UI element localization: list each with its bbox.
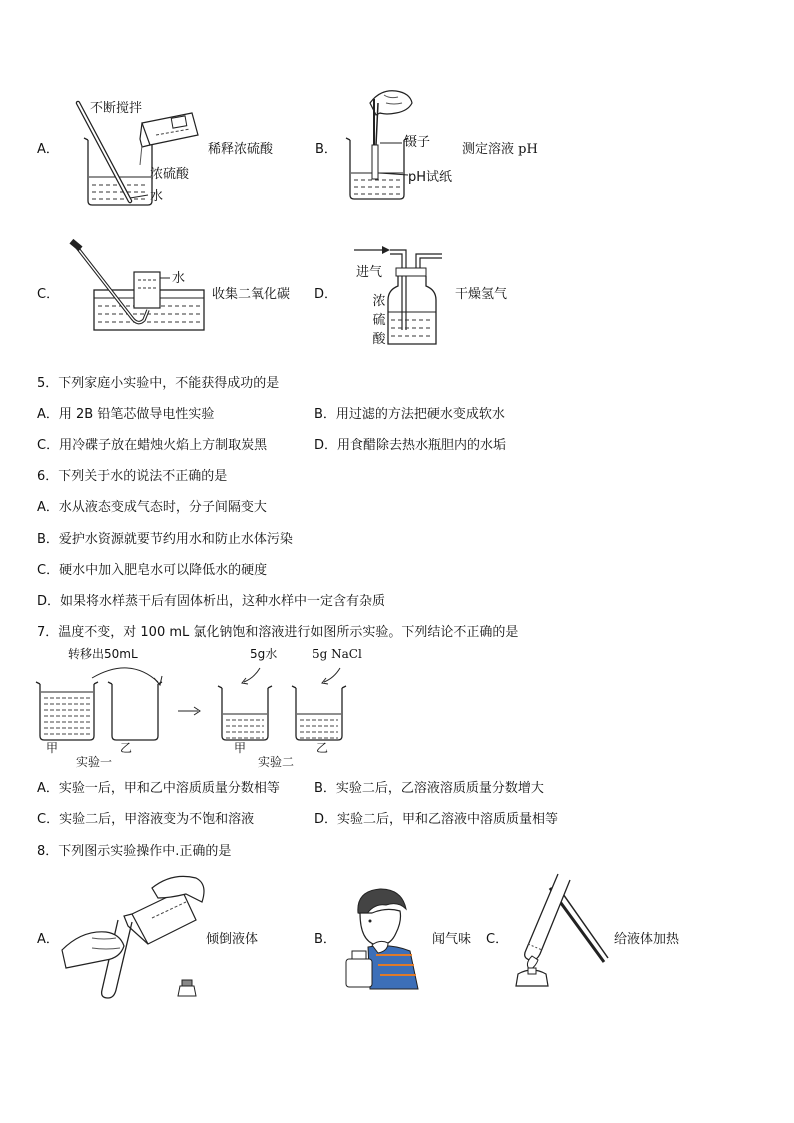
q8-option-a-letter: A． xyxy=(37,932,59,947)
option-c: C．硬水中加入肥皂水可以降低水的硬度 xyxy=(37,563,268,578)
ph-test-figure xyxy=(340,85,453,205)
pouring-liquid-figure xyxy=(62,868,212,1003)
q8-option-b-letter: B． xyxy=(314,932,336,947)
question-stem: 5．下列家庭小实验中，不能获得成功的是 xyxy=(37,376,280,391)
option-letter: C． xyxy=(37,287,60,302)
q8-option-a-caption: 倾倒液体 xyxy=(206,932,259,947)
label-add-water: 5g水 xyxy=(250,647,278,661)
option-letter: D． xyxy=(314,287,338,302)
question-stem: 8．下列图示实验操作中.正确的是 xyxy=(37,844,232,859)
option-letter: B． xyxy=(315,142,337,157)
label-acid: 浓硫酸 xyxy=(150,167,190,182)
label-ph-paper: pH试纸 xyxy=(408,170,453,185)
caption: 测定溶液 pH xyxy=(462,142,538,157)
label-water: 水 xyxy=(150,189,164,204)
label-add-nacl: 5g NaCl xyxy=(312,647,362,661)
gas-collection-figure xyxy=(70,240,210,335)
option-d: D．实验二后，甲和乙溶液中溶质质量相等 xyxy=(314,812,559,827)
label-acid-char-1: 浓 xyxy=(372,294,386,309)
label-water: 水 xyxy=(172,271,186,286)
heating-liquid-figure xyxy=(510,870,610,990)
question-stem: 7．温度不变，对 100 mL 氯化钠饱和溶液进行如图所示实验。下列结论不正确的是 xyxy=(37,625,519,640)
q8-option-b-caption: 闻气味 xyxy=(432,932,472,947)
q8-option-c-caption: 给液体加热 xyxy=(614,932,680,947)
option-letter: A． xyxy=(37,142,59,157)
caption: 稀释浓硫酸 xyxy=(208,142,274,157)
question-stem: 6．下列关于水的说法不正确的是 xyxy=(37,469,228,484)
q8-option-c-letter: C． xyxy=(486,932,509,947)
option-d: D．用食醋除去热水瓶胆内的水垢 xyxy=(314,438,507,453)
smelling-gas-figure xyxy=(340,885,430,990)
option-b: B．用过滤的方法把硬水变成软水 xyxy=(314,407,505,422)
option-a: A．水从液态变成气态时，分子间隔变大 xyxy=(37,500,267,515)
option-a: A．实验一后，甲和乙中溶质质量分数相等 xyxy=(37,781,280,796)
caption: 收集二氧化碳 xyxy=(212,287,291,302)
option-a: A．用 2B 铅笔芯做导电性实验 xyxy=(37,407,215,422)
label-acid-char-2: 硫 xyxy=(372,313,386,328)
label-experiment-2: 实验二 xyxy=(258,755,295,769)
option-d: D．如果将水样蒸干后有固体析出，这种水样中一定含有杂质 xyxy=(37,594,386,609)
label-beaker-yi-2: 乙 xyxy=(316,741,329,755)
label-transfer: 转移出50mL xyxy=(68,647,138,661)
label-beaker-yi-1: 乙 xyxy=(120,741,133,755)
option-c: C．实验二后，甲溶液变为不饱和溶液 xyxy=(37,812,255,827)
label-acid-char-3: 酸 xyxy=(372,332,386,347)
option-b: B．爱护水资源就要节约用水和防止水体污染 xyxy=(37,532,293,547)
label-beaker-jia-2: 甲 xyxy=(234,741,247,755)
label-stir: 不断搅拌 xyxy=(90,101,143,116)
label-experiment-1: 实验一 xyxy=(76,755,113,769)
label-beaker-jia-1: 甲 xyxy=(46,741,59,755)
option-b: B．实验二后，乙溶液溶质质量分数增大 xyxy=(314,781,544,796)
caption: 干燥氢气 xyxy=(455,287,508,302)
label-tweezers: 镊子 xyxy=(404,135,431,150)
gas-drying-figure xyxy=(350,240,450,350)
option-c: C．用冷碟子放在蜡烛火焰上方制取炭黑 xyxy=(37,438,268,453)
label-gas-in: 进气 xyxy=(356,265,383,280)
